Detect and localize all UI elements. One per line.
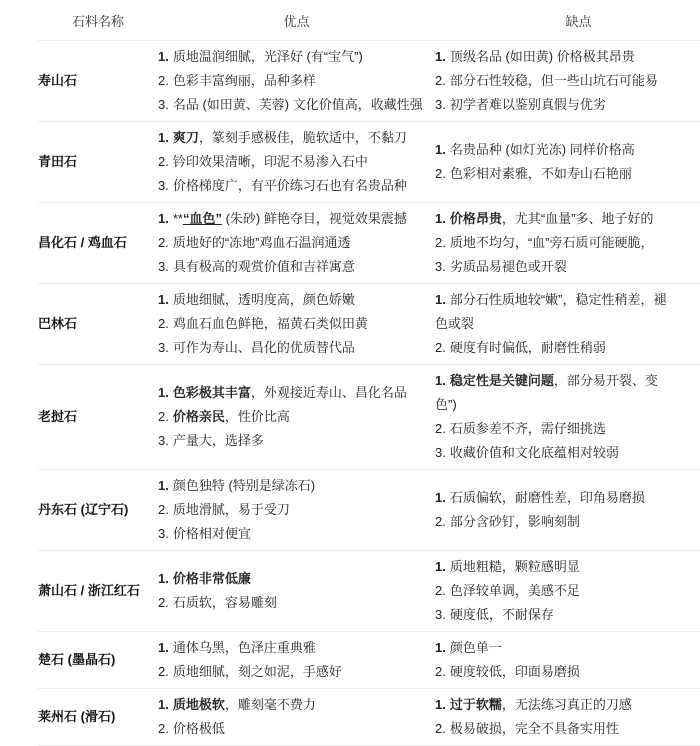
item-text-segment: 色泽较单调，美感不足 [449, 583, 580, 598]
cons-item [435, 555, 667, 579]
header-cons: 缺点 [435, 0, 700, 41]
cons-item [435, 207, 667, 231]
table-row [38, 470, 700, 551]
stone-name: 萧山石 / 浙江红石 [38, 583, 140, 598]
item-text-segment: 石质软，容易雕刻 [172, 595, 277, 610]
item-text-segment: 价格相对便宜 [172, 526, 251, 541]
comparison-table-wrapper [38, 0, 700, 746]
item-number: 1. [435, 142, 446, 157]
item-text-segment: 部分含砂钉，影响刻制 [449, 514, 580, 529]
header-pros: 优点 [158, 0, 435, 41]
item-text-segment: 价格梯度广，有平价练习石也有名贵品种 [172, 178, 407, 193]
cons-item [435, 45, 667, 69]
pros-item [158, 93, 433, 117]
pros-cell [158, 41, 435, 122]
stone-name: 丹东石 (辽宁石) [38, 502, 129, 517]
item-text-segment: 石质偏软，耐磨性差，印角易磨损 [449, 490, 645, 505]
item-number: 1. [158, 478, 169, 493]
item-number: 2. [435, 166, 446, 181]
item-number: 3. [158, 97, 169, 112]
item-text-segment: “血色” [182, 211, 222, 226]
item-number: 1. [158, 130, 169, 145]
item-text-segment: ，无法练习真正的刀感 [501, 697, 632, 712]
item-text-segment: 价格昂贵 [449, 211, 502, 226]
item-number: 2. [158, 721, 169, 736]
item-text-segment: 价格非常低廉 [172, 571, 251, 586]
cons-item [435, 693, 667, 717]
pros-item [158, 567, 433, 591]
item-number: 1. [435, 559, 446, 574]
cons-item [435, 486, 667, 510]
item-text-segment: 具有极高的观赏价值和吉祥寓意 [172, 259, 355, 274]
pros-cell [158, 689, 435, 746]
item-text-segment: 颜色单一 [449, 640, 502, 655]
pros-cell [158, 470, 435, 551]
item-text-segment: 质地不均匀，“血”旁石质可能硬脆， [449, 235, 654, 250]
pros-item [158, 660, 433, 684]
cons-cell [435, 632, 700, 689]
header-stone-name: 石料名称 [38, 0, 158, 41]
table-row [38, 284, 700, 365]
item-number: 2. [158, 409, 169, 424]
stone-name: 青田石 [38, 154, 78, 169]
item-text-segment: 极易破损，完全不具备实用性 [449, 721, 619, 736]
pros-cell [158, 551, 435, 632]
item-number: 1. [435, 49, 446, 64]
item-text-segment: 质地极软 [172, 697, 225, 712]
pros-item [158, 231, 433, 255]
pros-item [158, 126, 433, 150]
item-number: 2. [158, 154, 169, 169]
item-text-segment: 部分石性质地较“嫩”，稳定性稍差，褪色或裂 [435, 292, 667, 331]
stone-name: 老挝石 [38, 409, 78, 424]
item-number: 1. [435, 697, 446, 712]
cons-item [435, 288, 667, 336]
cons-item [435, 660, 667, 684]
stone-name: 寿山石 [38, 73, 78, 88]
item-number: 2. [158, 595, 169, 610]
cons-item [435, 636, 667, 660]
item-number: 2. [435, 664, 446, 679]
item-number: 2. [158, 73, 169, 88]
item-text-segment: 色彩相对素雅，不如寿山石艳丽 [449, 166, 632, 181]
item-number: 2. [435, 514, 446, 529]
pros-item [158, 45, 433, 69]
item-text-segment: 颜色独特 (特别是绿冻石) [172, 478, 316, 493]
item-number: 1. [435, 490, 446, 505]
cons-item [435, 603, 667, 627]
item-number: 1. [158, 571, 169, 586]
cons-item [435, 255, 667, 279]
table-row [38, 551, 700, 632]
item-number: 3. [158, 178, 169, 193]
item-text-segment: 色彩极其丰富 [172, 385, 251, 400]
pros-item [158, 636, 433, 660]
item-text-segment: ，尤其“血量”多、地子好的 [501, 211, 654, 226]
cons-item [435, 579, 667, 603]
item-number: 3. [435, 97, 446, 112]
item-text-segment: ，篆刻手感极佳，脆软适中，不黏刀 [198, 130, 407, 145]
item-text-segment: 石质参差不齐，需仔细挑选 [449, 421, 606, 436]
pros-item [158, 207, 433, 231]
pros-item [158, 255, 433, 279]
item-text-segment: 爽刀 [172, 130, 199, 145]
cons-item [435, 231, 667, 255]
item-number: 1. [435, 211, 446, 226]
item-number: 3. [158, 340, 169, 355]
pros-item [158, 693, 433, 717]
table-row [38, 41, 700, 122]
item-number: 1. [435, 373, 446, 388]
item-text-segment: 钤印效果清晰，印泥不易渗入石中 [172, 154, 368, 169]
table-row [38, 203, 700, 284]
cons-cell [435, 203, 700, 284]
item-text-segment: 色彩丰富绚丽，品种多样 [172, 73, 316, 88]
item-number: 3. [435, 259, 446, 274]
cons-cell [435, 365, 700, 470]
item-text-segment: ，性价比高 [224, 409, 290, 424]
pros-item [158, 591, 433, 615]
cons-item [435, 369, 667, 417]
cons-item [435, 510, 667, 534]
cons-item [435, 69, 667, 93]
cons-cell [435, 284, 700, 365]
item-number: 2. [435, 721, 446, 736]
pros-cell [158, 365, 435, 470]
pros-item [158, 717, 433, 741]
stone-name: 楚石 (墨晶石) [38, 652, 116, 667]
stone-comparison-table [38, 0, 700, 746]
cons-item [435, 336, 667, 360]
item-text-segment: 产量大，选择多 [172, 433, 264, 448]
table-row [38, 632, 700, 689]
cons-item [435, 138, 667, 162]
item-text-segment: 收藏价值和文化底蕴相对较弱 [449, 445, 619, 460]
table-body [38, 41, 700, 746]
item-text-segment: 质地细腻，透明度高，颜色娇嫩 [172, 292, 355, 307]
cons-cell [435, 689, 700, 746]
item-text-segment: 过于软糯 [449, 697, 502, 712]
item-text-segment: 硬度有时偏低，耐磨性稍弱 [449, 340, 606, 355]
cons-item [435, 441, 667, 465]
stone-name: 莱州石 (滑石) [38, 709, 116, 724]
item-number: 3. [158, 259, 169, 274]
item-text-segment: 质地温润细腻，光泽好 (有“宝气”) [172, 49, 363, 64]
item-text-segment: 初学者难以鉴别真假与优劣 [449, 97, 606, 112]
cons-item [435, 417, 667, 441]
item-text-segment: 劣质品易褪色或开裂 [449, 259, 567, 274]
item-text-segment: 通体乌黑，色泽庄重典雅 [172, 640, 316, 655]
item-number: 3. [435, 607, 446, 622]
item-number: 2. [158, 502, 169, 517]
pros-item [158, 405, 433, 429]
pros-item [158, 150, 433, 174]
item-text-segment: 价格亲民 [172, 409, 225, 424]
pros-item [158, 498, 433, 522]
item-number: 1. [158, 385, 169, 400]
stone-name: 巴林石 [38, 316, 78, 331]
pros-item [158, 474, 433, 498]
item-number: 2. [435, 340, 446, 355]
pros-cell [158, 632, 435, 689]
item-text-segment: ，部分易开裂、变色”) [435, 373, 658, 412]
item-text-segment: 质地好的“冻地”鸡血石温润通透 [172, 235, 351, 250]
item-number: 1. [158, 292, 169, 307]
item-text-segment: (朱砂) 鲜艳夺目，视觉效果震撼 [221, 211, 407, 226]
item-text-segment: 质地细腻，刻之如泥，手感好 [172, 664, 342, 679]
item-number: 2. [435, 73, 446, 88]
item-number: 2. [435, 235, 446, 250]
cons-cell [435, 470, 700, 551]
stone-name: 昌化石 / 鸡血石 [38, 235, 127, 250]
item-text-segment: 鸡血石血色鲜艳，福黄石类似田黄 [172, 316, 368, 331]
item-text-segment: 硬度较低，印面易磨损 [449, 664, 580, 679]
pros-item [158, 312, 433, 336]
item-text-segment: ，外观接近寿山、昌化名品 [250, 385, 407, 400]
pros-item [158, 429, 433, 453]
item-number: 1. [435, 640, 446, 655]
pros-cell [158, 122, 435, 203]
item-number: 2. [158, 235, 169, 250]
pros-item [158, 336, 433, 360]
item-text-segment: 部分石性较稳，但一些山坑石可能易 [449, 73, 658, 88]
item-number: 2. [435, 583, 446, 598]
cons-cell [435, 551, 700, 632]
pros-item [158, 174, 433, 198]
item-text-segment: 稳定性是关键问题 [449, 373, 554, 388]
cons-item [435, 93, 667, 117]
item-text-segment: 名贵品种 (如灯光冻) 同样价格高 [449, 142, 635, 157]
item-text-segment: 可作为寿山、昌化的优质替代品 [172, 340, 355, 355]
item-text-segment: 价格极低 [172, 721, 225, 736]
pros-cell [158, 203, 435, 284]
pros-item [158, 288, 433, 312]
cons-cell [435, 122, 700, 203]
pros-item [158, 69, 433, 93]
table-row [38, 365, 700, 470]
item-number: 1. [158, 697, 169, 712]
item-number: 2. [158, 664, 169, 679]
item-text-segment: 质地滑腻，易于受刀 [172, 502, 290, 517]
item-number: 3. [435, 445, 446, 460]
item-number: 1. [158, 640, 169, 655]
header-row [38, 0, 700, 41]
item-number: 1. [435, 292, 446, 307]
item-text-segment: ** [172, 211, 183, 226]
cons-item [435, 717, 667, 741]
item-text-segment: 顶级名品 (如田黄) 价格极其昂贵 [449, 49, 635, 64]
cons-item [435, 162, 667, 186]
table-row [38, 122, 700, 203]
pros-item [158, 522, 433, 546]
item-number: 3. [158, 526, 169, 541]
item-number: 2. [435, 421, 446, 436]
item-text-segment: ，雕刻毫不费力 [224, 697, 316, 712]
item-text-segment: 名品 (如田黄、芙蓉) 文化价值高，收藏性强 [172, 97, 423, 112]
cons-cell [435, 41, 700, 122]
item-text-segment: 硬度低，不耐保存 [449, 607, 554, 622]
item-number: 1. [158, 49, 169, 64]
pros-cell [158, 284, 435, 365]
item-number: 2. [158, 316, 169, 331]
item-number: 1. [158, 211, 169, 226]
table-row [38, 689, 700, 746]
item-text-segment: 质地粗糙，颗粒感明显 [449, 559, 580, 574]
item-number: 3. [158, 433, 169, 448]
pros-item [158, 381, 433, 405]
